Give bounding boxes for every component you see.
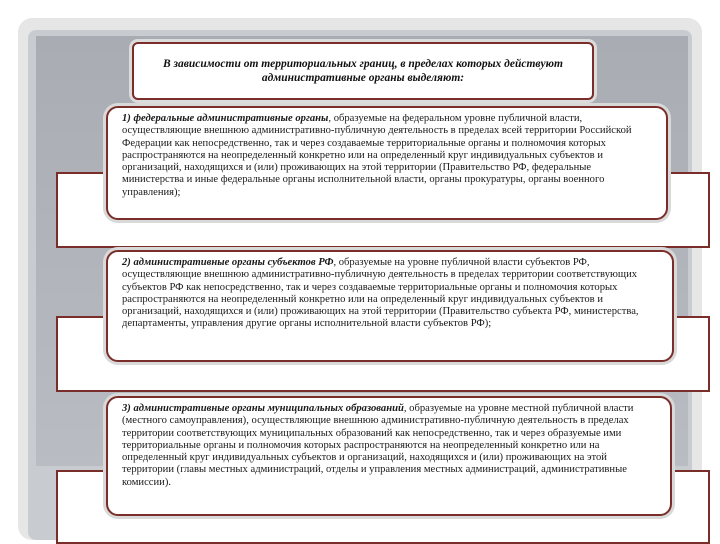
item-lead: 2) административные органы субъектов РФ <box>122 257 334 268</box>
item-text: , образуемые на федеральном уровне публичной власти, осуществляющие внешнюю административно-публичную деятельность в пределах всей территории Российской Федерации как непосредственно, так и через создаваемые территориальные органы и полномочия которых распространяются на неопределенный конкретно или на определенный круг индивидуальных субъектов и организаций, находящихся и (или) проживающих на этой территории (Правительство РФ, федеральные министерства и иные федеральные органы исполнительной власти, органы прокуратуры, органы военного управления); <box>122 113 632 198</box>
list-item-regional <box>106 250 674 362</box>
list-item-federal <box>106 106 668 220</box>
slide-title: В зависимости от территориальных границ, в пределах которых действуют административные органы выделяют: <box>132 42 594 100</box>
item-lead: 3) административные органы муниципальных образований <box>122 403 404 414</box>
item-lead: 1) федеральные административные органы <box>122 113 329 124</box>
item-text: , образуемые на уровне местной публичной власти (местного самоуправления), осуществляющие внешнюю административно-публичную деятельность в пределах территории соответствующих муниципальных образований как непосредственно, так и через образуемые ими территориальные органы и полномочия которых распространяются на неопределенный конкретно или на определенный круг индивидуальных субъектов и организаций, находящихся и (или) проживающих на этой территории (главы местных администраций, отделы и управления местных администраций, административные комиссии). <box>122 403 634 488</box>
item-text: , образуемые на уровне публичной власти субъектов РФ, осуществляющие внешнюю административно-публичную деятельность в пределах территории соответствующих субъектов РФ как непосредственно, так и через создаваемые территориальные органы и полномочия которых распространяются на неопределенный конкретно или на определенный круг индивидуальных субъектов и организаций, находящихся и (или) проживающих на этой территории (Правительство субъекта РФ, министерства, департаменты, управления другие органы исполнительной власти субъектов РФ); <box>122 257 639 330</box>
list-item-municipal <box>106 396 672 516</box>
